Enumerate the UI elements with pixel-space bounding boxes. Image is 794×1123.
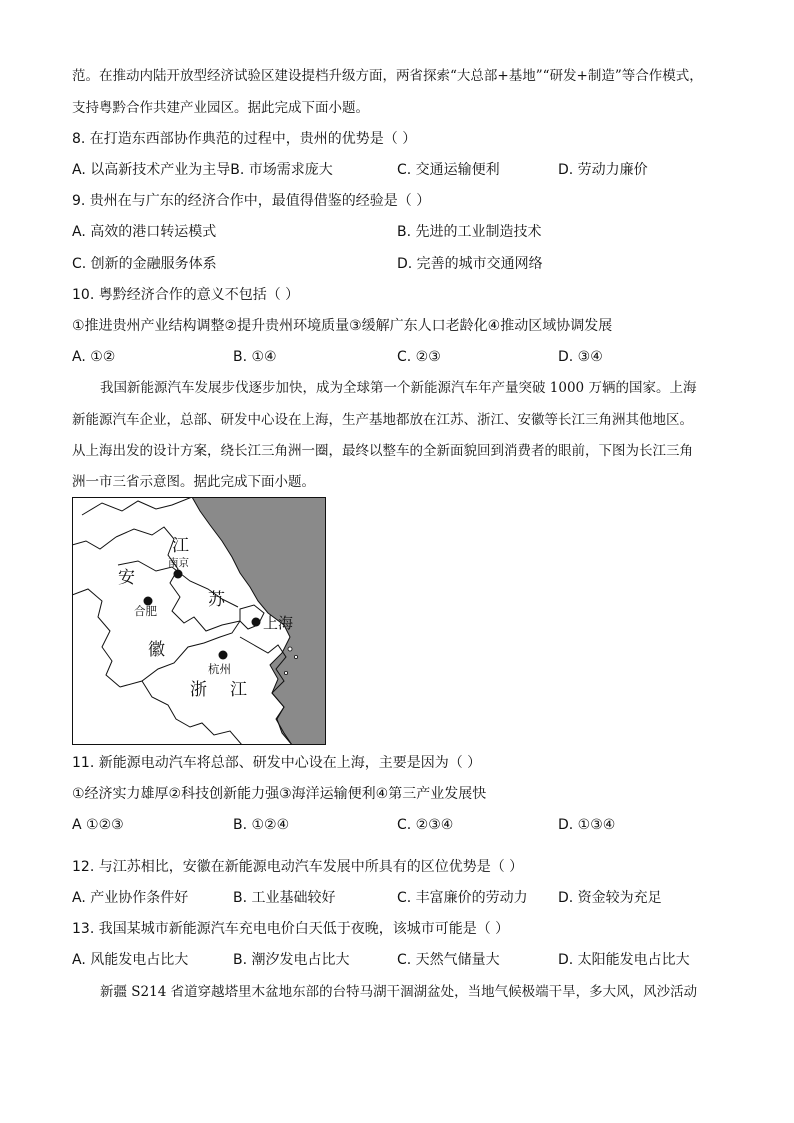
q11-option-d[interactable]: D. ①③④ bbox=[558, 817, 616, 833]
q10-option-a[interactable]: A. ①② bbox=[72, 349, 116, 365]
q12-option-c[interactable]: C. 丰富廉价的劳动力 bbox=[397, 890, 528, 906]
q10-option-d[interactable]: D. ③④ bbox=[558, 349, 603, 365]
q12-option-b[interactable]: B. 工业基础较好 bbox=[233, 890, 336, 906]
q12-option-d[interactable]: D. 资金较为充足 bbox=[558, 890, 662, 906]
intro2-line3: 从上海出发的设计方案，绕长江三角洲一圈，最终以整车的全新面貌回到消费者的眼前，下图为长江三角 bbox=[72, 443, 693, 459]
island bbox=[288, 647, 292, 651]
label-zhe: 浙 bbox=[190, 680, 207, 700]
label-hui: 徽 bbox=[148, 640, 165, 660]
q11-items: ①经济实力雄厚②科技创新能力强③海洋运输便利④第三产业发展快 bbox=[72, 786, 487, 802]
q9-option-d[interactable]: D. 完善的城市交通网络 bbox=[397, 256, 543, 272]
q9-option-b[interactable]: B. 先进的工业制造技术 bbox=[397, 224, 542, 240]
intro2-line2: 新能源汽车企业，总部、研发中心设在上海，生产基地都放在江苏、浙江、安徽等长江三角洲其他地区。 bbox=[72, 412, 693, 428]
nanjing-marker bbox=[174, 570, 183, 579]
q10-items: ①推进贵州产业结构调整②提升贵州环境质量③缓解广东人口老龄化④推动区域协调发展 bbox=[72, 318, 613, 334]
q9-option-c[interactable]: C. 创新的金融服务体系 bbox=[72, 256, 217, 272]
q9-option-a[interactable]: A. 高效的港口转运模式 bbox=[72, 224, 217, 240]
q11-option-b[interactable]: B. ①②④ bbox=[233, 817, 290, 833]
q8-option-d[interactable]: D. 劳动力廉价 bbox=[558, 162, 648, 178]
q13-option-d[interactable]: D. 太阳能发电占比大 bbox=[558, 952, 690, 968]
q10-option-c[interactable]: C. ②③ bbox=[397, 349, 441, 365]
label-nanjing: 南京 bbox=[168, 557, 189, 569]
q11-option-c[interactable]: C. ②③④ bbox=[397, 817, 454, 833]
intro1-line2: 支持粤黔合作共建产业园区。据此完成下面小题。 bbox=[72, 100, 369, 116]
q10-option-b[interactable]: B. ①④ bbox=[233, 349, 277, 365]
label-an: 安 bbox=[118, 568, 135, 588]
q8-option-c[interactable]: C. 交通运输便利 bbox=[397, 162, 500, 178]
label-shanghai: 上海 bbox=[263, 614, 294, 632]
q13-option-b[interactable]: B. 潮汐发电占比大 bbox=[233, 952, 350, 968]
q13-stem: 13. 我国某城市新能源汽车充电电价白天低于夜晚，该城市可能是（ ） bbox=[72, 921, 510, 937]
q10-stem: 10. 粤黔经济合作的意义不包括（ ） bbox=[72, 287, 300, 303]
island bbox=[294, 655, 297, 658]
q8-option-a[interactable]: A. 以高新技术产业为主导B. 市场需求庞大 bbox=[72, 162, 333, 178]
intro1-line1: 范。在推动内陆开放型经济试验区建设提档升级方面，两省探索“大总部+基地”“研发+制造”等合作模式， bbox=[72, 68, 703, 84]
label-hefei: 合肥 bbox=[134, 604, 157, 618]
q11-stem: 11. 新能源电动汽车将总部、研发中心设在上海，主要是因为（ ） bbox=[72, 755, 482, 771]
intro3-line1: 新疆 S214 省道穿越塔里木盆地东部的台特马湖干涸湖盆处，当地气候极端干旱，多大风，风沙活动 bbox=[100, 984, 698, 1000]
intro2-line1: 我国新能源汽车发展步伐逐步加快，成为全球第一个新能源汽车年产量突破 1000 万辆的国家。上海 bbox=[100, 380, 697, 396]
label-su: 苏 bbox=[208, 590, 225, 610]
label-jiang-2: 江 bbox=[230, 680, 247, 700]
yangtze-delta-map bbox=[72, 497, 326, 745]
q12-stem: 12. 与江苏相比，安徽在新能源电动汽车发展中所具有的区位优势是（ ） bbox=[72, 859, 524, 875]
q8-stem: 8. 在打造东西部协作典范的过程中，贵州的优势是（ ） bbox=[72, 131, 417, 147]
hangzhou-marker bbox=[219, 651, 228, 660]
q11-option-a[interactable]: A ①②③ bbox=[72, 817, 124, 833]
q9-stem: 9. 贵州在与广东的经济合作中，最值得借鉴的经验是（ ） bbox=[72, 193, 431, 209]
intro2-line4: 洲一市三省示意图。据此完成下面小题。 bbox=[72, 474, 315, 490]
q13-option-a[interactable]: A. 风能发电占比大 bbox=[72, 952, 189, 968]
island bbox=[284, 671, 287, 674]
q12-option-a[interactable]: A. 产业协作条件好 bbox=[72, 890, 189, 906]
label-hangzhou: 杭州 bbox=[208, 662, 231, 676]
q13-option-c[interactable]: C. 天然气储量大 bbox=[397, 952, 500, 968]
label-jiang-1: 江 bbox=[172, 536, 189, 556]
shanghai-marker bbox=[252, 618, 261, 627]
